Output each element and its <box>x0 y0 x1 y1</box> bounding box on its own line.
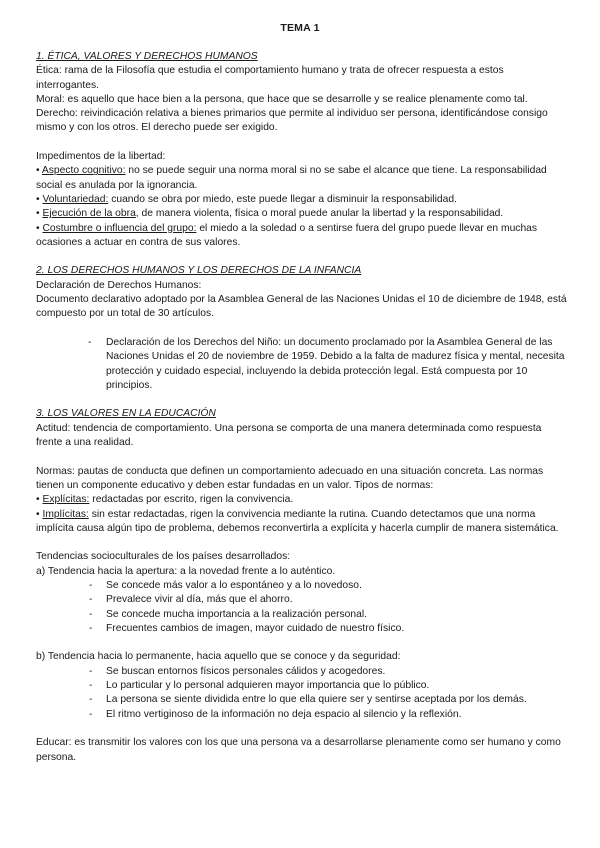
tendencia-b: b) Tendencia hacia lo permanente, hacia aquello que se conoce y da seguridad: <box>36 651 401 663</box>
declaracion-nino-text: Declaración de los Derechos del Niño: un documento proclamado por la Asamblea General de las Naciones Unidas el 20 de noviembre de 1959. Debido a la falta de madurez física y mental, necesita protección y cuidado especial, incluyendo la debida protección legal. Está compuesta por 10 principios. <box>106 336 565 391</box>
section-1-heading: 1. ÉTICA, VALORES Y DERECHOS HUMANOS <box>36 51 258 62</box>
impedimentos-title: Impedimentos de la libertad: <box>36 151 166 163</box>
impedimento-term: Voluntariedad: <box>42 193 109 205</box>
impedimento-term: Aspecto cognitivo: <box>41 165 126 177</box>
bullet-icon: • <box>36 208 40 220</box>
definition-moral: Moral: es aquello que hace bien a la persona, que hace que se desarrolle y se realice plenamente como tal. <box>36 93 528 105</box>
impedimento-item <box>36 164 568 193</box>
definition-derecho: Derecho: reivindicación relativa a bienes primarios que permite al individuo ser persona, identificándose consigo mismo y con los otros. El derecho puede ser exigido. <box>36 108 548 134</box>
list-item-text: La persona se siente dividida entre lo que ella quiere ser y sentirse aceptada por los demás. <box>106 694 527 706</box>
norma-tipo-item <box>36 493 568 507</box>
list-item <box>36 622 568 636</box>
bullet-icon: • <box>36 165 40 177</box>
norma-tipo-text: redactadas por escrito, rigen la convivencia. <box>89 494 294 506</box>
bullet-icon: • <box>36 193 40 205</box>
list-item <box>36 593 568 607</box>
dash-icon: - <box>89 694 93 706</box>
impedimento-item <box>36 207 568 221</box>
definition-normas: Normas: pautas de conducta que definen un comportamiento adecuado en una situación concreta. Las normas tienen un componente educativo y deben estar fundadas en un valor. Tipos de normas: <box>36 465 544 491</box>
document-title: TEMA 1 <box>280 22 320 34</box>
declaracion-nino-item <box>36 336 568 393</box>
bullet-icon: • <box>36 494 40 506</box>
impedimento-text: cuando se obra por miedo, este puede llegar a disminuir la responsabilidad. <box>108 193 457 205</box>
dash-icon: - <box>89 708 93 720</box>
impedimento-term: Ejecución de la obra <box>42 208 136 220</box>
list-item <box>36 665 568 679</box>
bullet-icon: • <box>36 222 40 234</box>
list-item-text: Prevalece vivir al día, más que el ahorro. <box>106 594 293 606</box>
norma-tipo-text: sin estar redactadas, rigen la convivencia mediante la rutina. Cuando detectamos que una norma implícita causa algún tipo de problema, debemos reconvertirla a explícita y hacerla cumplir de manera sistemática. <box>36 508 559 534</box>
declaracion-title: Declaración de Derechos Humanos: <box>36 279 202 291</box>
list-item-text: Se concede más valor a lo espontáneo y a lo novedoso. <box>106 579 362 591</box>
bullet-icon: • <box>36 508 40 520</box>
definition-educar: Educar: es transmitir los valores con los que una persona va a desarrollarse plenamente como ser humano y como persona. <box>36 737 561 763</box>
impedimento-item <box>36 222 568 251</box>
list-item <box>36 608 568 622</box>
document-body <box>36 50 568 765</box>
list-item <box>36 693 568 707</box>
norma-tipo-item <box>36 508 568 537</box>
section-2-heading: 2. LOS DERECHOS HUMANOS Y LOS DERECHOS DE LA INFANCIA <box>36 265 362 277</box>
definition-actitud: Actitud: tendencia de comportamiento. Una persona se comporta de una manera determinada como respuesta frente a una realidad. <box>36 422 542 449</box>
dash-icon: - <box>88 336 92 348</box>
declaracion-text: Documento declarativo adoptado por la Asamblea General de las Naciones Unidas el 10 de diciembre de 1948, está compuesto por un total de 30 artículos. <box>36 294 567 320</box>
list-item <box>36 679 568 693</box>
list-item-text: El ritmo vertiginoso de la información no deja espacio al silencio y la reflexión. <box>106 708 462 720</box>
list-item-text: Lo particular y lo personal adquieren mayor importancia que lo público. <box>106 680 430 692</box>
dash-icon: - <box>89 608 93 620</box>
norma-tipo-term: Explícitas: <box>42 494 90 506</box>
impedimento-text: no se puede seguir una norma moral si no se sabe el alcance que tiene. La responsabilidad social es anulada por la ignorancia. <box>36 165 547 191</box>
dash-icon: - <box>89 594 93 606</box>
list-item-text: Se buscan entornos físicos personales cálidos y acogedores. <box>106 665 386 677</box>
impedimento-text: , de manera violenta, física o moral puede anular la libertad y la responsabilidad. <box>135 208 504 220</box>
dash-icon: - <box>89 579 93 591</box>
list-item-text: Frecuentes cambios de imagen, mayor cuidado de nuestro físico. <box>106 622 405 634</box>
impedimento-item <box>36 193 568 207</box>
dash-icon: - <box>89 665 93 677</box>
definition-etica: Ética: rama de la Filosofía que estudia el comportamiento humano y trata de ofrecer respuesta a estos interrogantes. <box>36 65 504 91</box>
section-3-heading: 3. LOS VALORES EN LA EDUCACIÓN <box>36 408 216 420</box>
impedimento-text: el miedo a la soledad o a sentirse fuera del grupo puede llevar en muchas ocasiones a actuar en contra de sus valores. <box>36 222 538 248</box>
list-item-text: Se concede mucha importancia a la realización personal. <box>106 608 368 620</box>
norma-tipo-term: Implícitas: <box>42 508 89 520</box>
dash-icon: - <box>89 680 93 692</box>
tendencia-a: a) Tendencia hacia la apertura: a la novedad frente a lo auténtico. <box>36 565 336 577</box>
tendencias-title: Tendencias socioculturales de los países desarrollados: <box>36 551 291 563</box>
dash-icon: - <box>89 622 93 634</box>
list-item <box>36 579 568 593</box>
impedimento-term: Costumbre o influencia del grupo: <box>42 222 197 234</box>
list-item <box>36 708 568 722</box>
